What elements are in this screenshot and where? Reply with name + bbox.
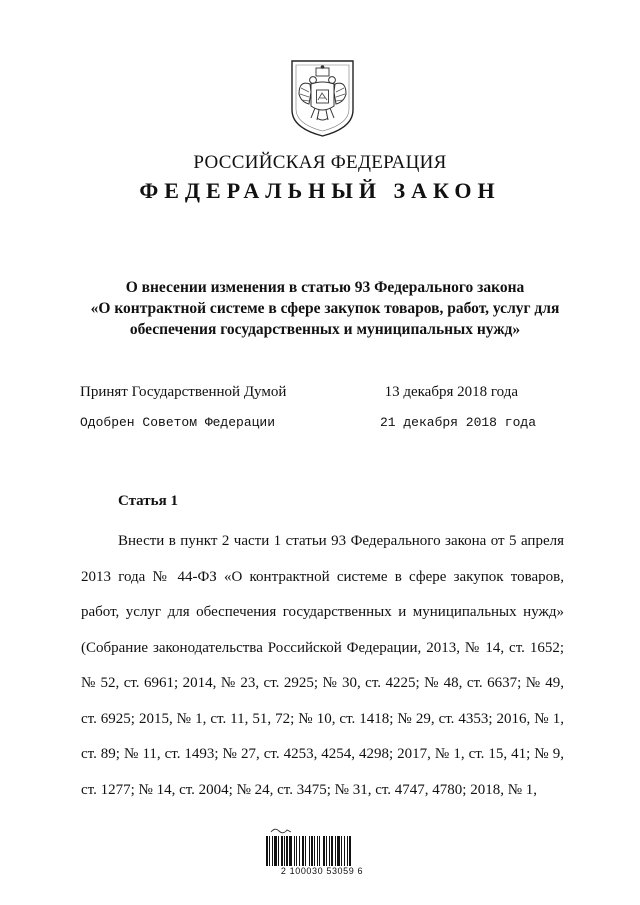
russian-coat-of-arms-icon bbox=[289, 58, 356, 138]
adoption-label: Принят Государственной Думой bbox=[80, 384, 287, 400]
barcode-mark-icon bbox=[270, 826, 292, 834]
barcode bbox=[262, 826, 382, 882]
law-subject-line: О внесении изменения в статью 93 Федерального закона bbox=[125, 279, 525, 296]
barcode-number: 2 100030 53059 6 bbox=[280, 866, 364, 876]
adoption-date: 21 декабря 2018 года bbox=[379, 415, 536, 430]
law-type-title: ФЕДЕРАЛЬНЫЙ ЗАКОН bbox=[139, 178, 501, 203]
law-subject-line: «О контрактной системе в сфере закупок товаров, работ, услуг для bbox=[90, 300, 560, 317]
barcode-bars bbox=[266, 836, 374, 866]
federation-title: РОССИЙСКАЯ ФЕДЕРАЦИЯ bbox=[193, 152, 447, 173]
adoption-label: Одобрен Советом Федерации bbox=[80, 415, 276, 430]
adoption-date: 13 декабря 2018 года bbox=[384, 384, 518, 400]
law-subject bbox=[60, 277, 590, 340]
article-heading: Статья 1 bbox=[118, 493, 178, 509]
adoption-row-duma bbox=[80, 384, 550, 401]
article-body: Внести в пункт 2 части 1 статьи 93 Федерального закона от 5 апреля 2013 года № 44-ФЗ «О контрактной системе в сфере закупок товаров, работ, услуг для обеспечения государственных и муниципальных нужд» (Собрание законодательства Российской Федерации, 2013, № 14, ст. 1652; № 52, ст. 6961; 2014, № 23, ст. 2925; № 30, ст. 4225; № 48, ст. 6637; № 49, ст. 6925; 2015, № 1, ст. 11, 51, 72; № 10, ст. 1418; № 29, ст. 4353; 2016, № 1, ст. 89; № 11, ст. 1493; № 27, ст. 4253, 4254, 4298; 2017, № 1, ст. 15, 41; № 9, ст. 1277; № 14, ст. 2004; № 24, ст. 3475; № 31, ст. 4747, 4780; 2018, № 1, bbox=[81, 533, 564, 798]
law-subject-line: обеспечения государственных и муниципальных нужд» bbox=[129, 321, 521, 338]
adoption-row-council bbox=[80, 415, 550, 430]
